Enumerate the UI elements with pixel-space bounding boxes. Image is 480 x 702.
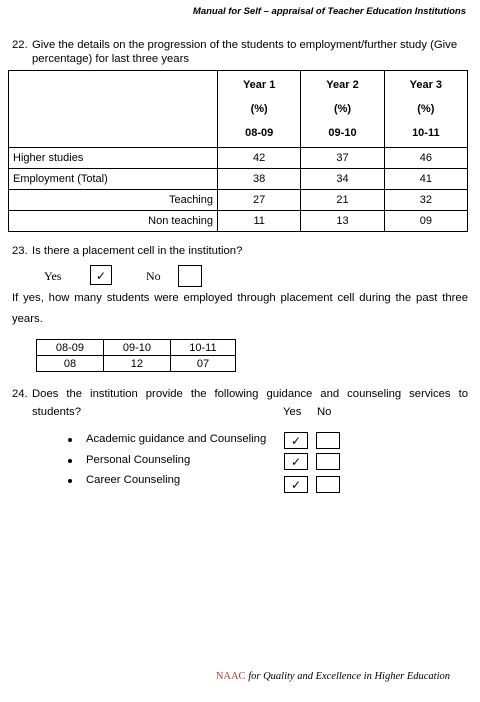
question-text-line: Does the institution provide the following guidance and counseling services to [32,388,468,400]
table-cell: 37 [301,148,384,169]
no-checkbox[interactable] [178,265,202,287]
service-label: Career Counseling [86,474,181,486]
service-no-checkbox[interactable] [316,476,340,493]
question-number: 24. [12,388,28,400]
table-cell: 41 [384,169,467,190]
table-cell: 34 [301,169,384,190]
row-label: Higher studies [9,148,218,169]
yes-checkbox[interactable]: ✓ [90,265,112,285]
bullet-icon [68,459,72,463]
row-label: Teaching [9,190,218,211]
row-label: Non teaching [9,211,218,232]
service-label: Academic guidance and Counseling [86,433,267,445]
service-yes-checkbox[interactable]: ✓ [284,432,308,449]
footer-brand: NAAC [215,671,246,682]
bullet-icon [68,479,72,483]
row-label: Employment (Total) [9,169,218,190]
question-number: 22. [12,39,28,51]
question-text-line: students? [32,406,81,418]
count-cell: 08 [37,356,104,372]
table-cell: 13 [301,211,384,232]
period-cell: 08-09 [37,340,104,356]
followup-text-line: years. [12,313,43,325]
page-footer [216,671,450,682]
table-cell: 11 [218,211,301,232]
service-yes-checkbox[interactable]: ✓ [284,453,308,470]
table-header-row [37,340,236,356]
question-23 [12,244,468,258]
period-cell: 09-10 [103,340,170,356]
question-24 [12,387,468,401]
service-no-checkbox[interactable] [316,432,340,449]
no-column-label: No [317,406,332,418]
year-3-header: Year 3 (%) 10-11 [384,71,467,148]
service-yes-checkbox[interactable]: ✓ [284,476,308,493]
count-cell: 07 [170,356,235,372]
table-row [9,211,468,232]
table-row [9,190,468,211]
table-cell: 42 [218,148,301,169]
table-cell: 32 [384,190,467,211]
question-22 [12,38,468,66]
header-empty-cell [9,71,218,148]
question-text-line: percentage) for last three years [32,53,189,65]
progression-table [8,70,468,232]
year-1-header: Year 1 (%) 08-09 [218,71,301,148]
table-row [9,148,468,169]
no-label: No [146,269,161,283]
question-number: 23. [12,245,28,257]
service-no-checkbox[interactable] [316,453,340,470]
yes-column-label: Yes [283,406,302,418]
bullet-icon [68,438,72,442]
page-header: Manual for Self – appraisal of Teacher Education Institutions [192,6,466,17]
followup-text-line: If yes, how many students were employed through placement cell during the past three [12,292,468,304]
question-text [12,38,468,66]
table-cell: 21 [301,190,384,211]
table-header-row [9,71,468,148]
table-cell: 27 [218,190,301,211]
question-text: Is there a placement cell in the institution? [32,245,243,257]
footer-tagline: for Quality and Excellence in Higher Education [245,671,450,682]
table-row [37,356,236,372]
placement-table [36,339,236,372]
question-text-line: Give the details on the progression of the students to employment/further study (Give [32,39,458,51]
yes-label: Yes [44,269,62,283]
table-cell: 09 [384,211,467,232]
count-cell: 12 [103,356,170,372]
service-label: Personal Counseling [86,454,191,466]
period-cell: 10-11 [170,340,235,356]
table-row [9,169,468,190]
year-2-header: Year 2 (%) 09-10 [301,71,384,148]
table-cell: 38 [218,169,301,190]
table-cell: 46 [384,148,467,169]
